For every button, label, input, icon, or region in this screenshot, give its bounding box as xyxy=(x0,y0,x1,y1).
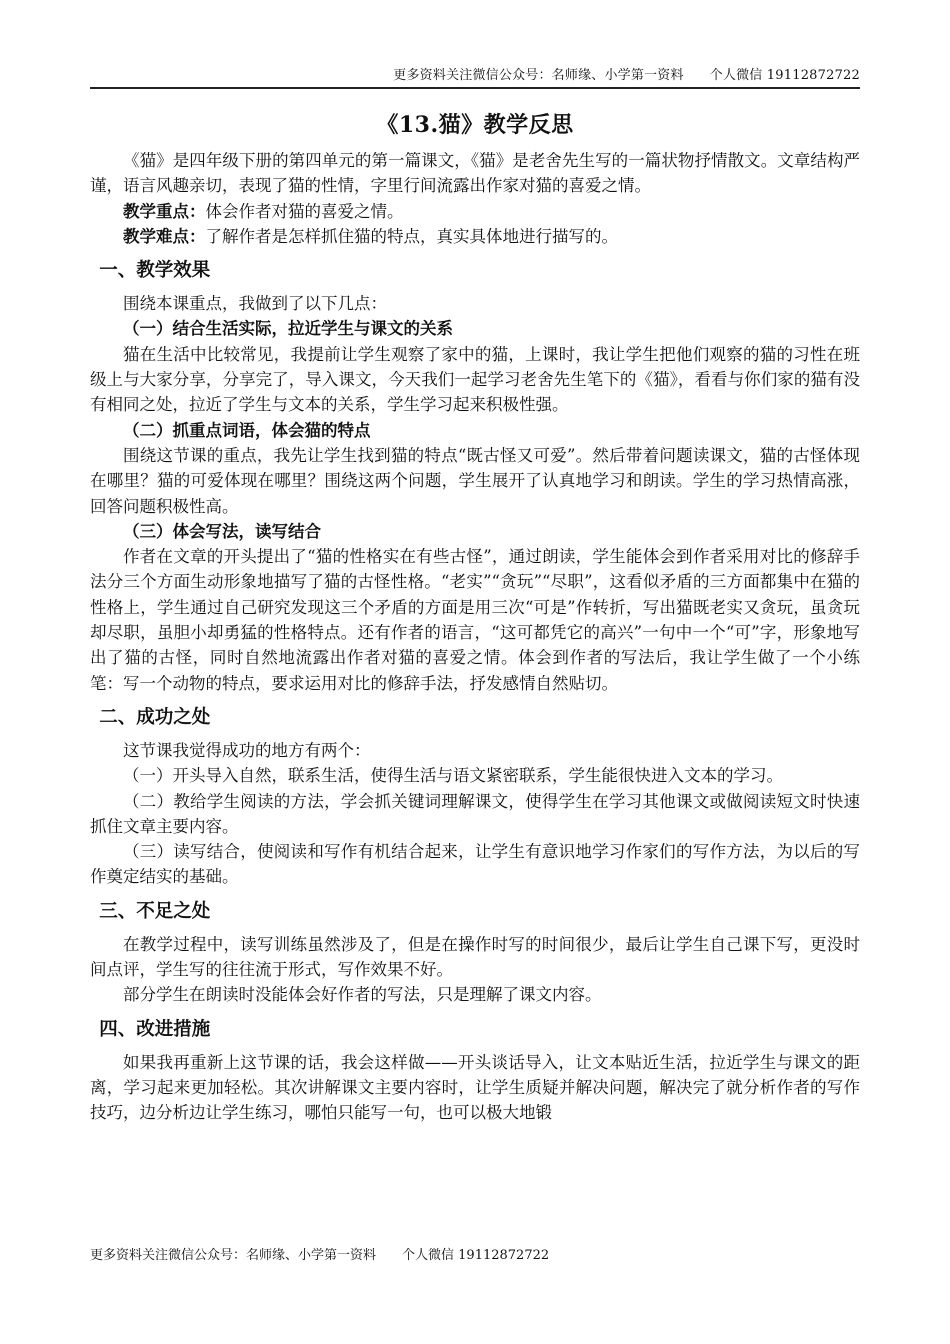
section-heading-success: 二、成功之处 xyxy=(99,706,211,728)
footer-contact-text: 个人微信 19112872722 xyxy=(402,1248,550,1263)
subheading-1: （一）结合生活实际，拉近学生与课文的关系 xyxy=(123,319,453,339)
success-point-1: （一）开头导入自然，联系生活，使得生活与语文紧密联系，学生能很快进入文本的学习。 xyxy=(123,766,783,786)
teaching-difficulty-label: 教学难点： xyxy=(123,226,206,246)
header-wechat-text: 更多资料关注微信公众号：名师缘、小学第一资料 xyxy=(393,68,684,83)
improvement-paragraph: 如果我再重新上这节课的话，我会这样做——开头谈话导入，让文本贴近生活，拉近学生与课文的距离，学习起来更加轻松。其次讲解课文主要内容时，让学生质疑并解决问题，解决完了就分析作者的写作技巧，边分析边让学生练习，哪怕只能写一句，也可以极大地锻 xyxy=(90,1052,860,1123)
shortcoming-paragraph-1: 在教学过程中，读写训练虽然涉及了，但是在操作时写的时间很少，最后让学生自己课下写，更没时间点评，学生写的往往流于形式，写作效果不好。 xyxy=(90,934,860,980)
page-footer xyxy=(90,1244,549,1263)
intro-paragraph: 《猫》是四年级下册的第四单元的第一篇课文，《猫》是老舍先生写的一篇状物抒情散文。文章结构严谨，语言风趣亲切，表现了猫的性情，字里行间流露出作家对猫的喜爱之情。 xyxy=(90,151,860,196)
section-success-lead: 这节课我觉得成功的地方有两个： xyxy=(123,740,371,760)
section-heading-shortcomings: 三、不足之处 xyxy=(99,900,211,922)
header-contact-text: 个人微信 19112872722 xyxy=(709,68,860,83)
success-point-2: （二）教给学生阅读的方法，学会抓关键词理解课文，使得学生在学习其他课文或做阅读短文时快速抓住文章主要内容。 xyxy=(90,791,860,836)
teaching-focus-label: 教学重点： xyxy=(123,201,206,221)
section-effect-lead: 围绕本课重点，我做到了以下几点： xyxy=(123,294,387,314)
section-heading-effect: 一、教学效果 xyxy=(99,260,211,282)
teaching-difficulty-text: 了解作者是怎样抓住猫的特点，真实具体地进行描写的。 xyxy=(205,226,618,246)
teaching-focus xyxy=(90,199,860,224)
success-point-3: （三）读写结合，使阅读和写作有机结合起来，让学生有意识地学习作家们的写作方法，为以后的写作奠定结实的基础。 xyxy=(90,842,860,887)
subsection-2-text: 围绕这节课的重点，我先让学生找到猫的特点“既古怪又可爱”。然后带着问题读课文，猫的古怪体现在哪里？猫的可爱体现在哪里？围绕这两个问题，学生展开了认真地学习和朗读。学生的学习热情高涨，回答问题积极性高。 xyxy=(90,445,860,516)
shortcoming-paragraph-2: 部分学生在朗读时没能体会好作者的写法，只是理解了课文内容。 xyxy=(123,985,602,1005)
document-title: 《13.猫》教学反思 xyxy=(376,112,574,138)
subheading-2: （二）抓重点词语，体会猫的特点 xyxy=(123,420,371,440)
teaching-focus-text: 体会作者对猫的喜爱之情。 xyxy=(205,201,404,221)
subsection-3-text: 作者在文章的开头提出了“猫的性格实在有些古怪”，通过朗读，学生能体会到作者采用对比的修辞手法分三个方面生动形象地描写了猫的古怪性格。“老实”“贪玩”“尽职”，这看似矛盾的三方面都集中在猫的性格上，学生通过自己研究发现这三个矛盾的方面是用三次“可是”作转折，写出猫既老实又贪玩，虽贪玩却尽职，虽胆小却勇猛的性格特点。还有作者的语言，“这可都凭它的高兴”一句中一个“可”字，形象地写出了猫的古怪，同时自然地流露出作者对猫的喜爱之情。体会到作者的写法后，我让学生做了一个小练笔：写一个动物的特点，要求运用对比的修辞手法，抒发感情自然贴切。 xyxy=(90,547,860,693)
subheading-3: （三）体会写法，读写结合 xyxy=(123,521,321,541)
subsection-1-text: 猫在生活中比较常见，我提前让学生观察了家中的猫，上课时，我让学生把他们观察的猫的习性在班级上与大家分享，分享完了，导入课文，今天我们一起学习老舍先生笔下的《猫》，看看与你们家的猫有没有相同之处，拉近了学生与文本的关系，学生学习起来积极性强。 xyxy=(90,344,860,415)
page-header xyxy=(90,64,860,89)
footer-wechat-text: 更多资料关注微信公众号：名师缘、小学第一资料 xyxy=(90,1248,377,1263)
section-heading-improvement: 四、改进措施 xyxy=(99,1018,211,1040)
document-body xyxy=(90,148,860,1126)
teaching-difficulty xyxy=(90,224,860,249)
